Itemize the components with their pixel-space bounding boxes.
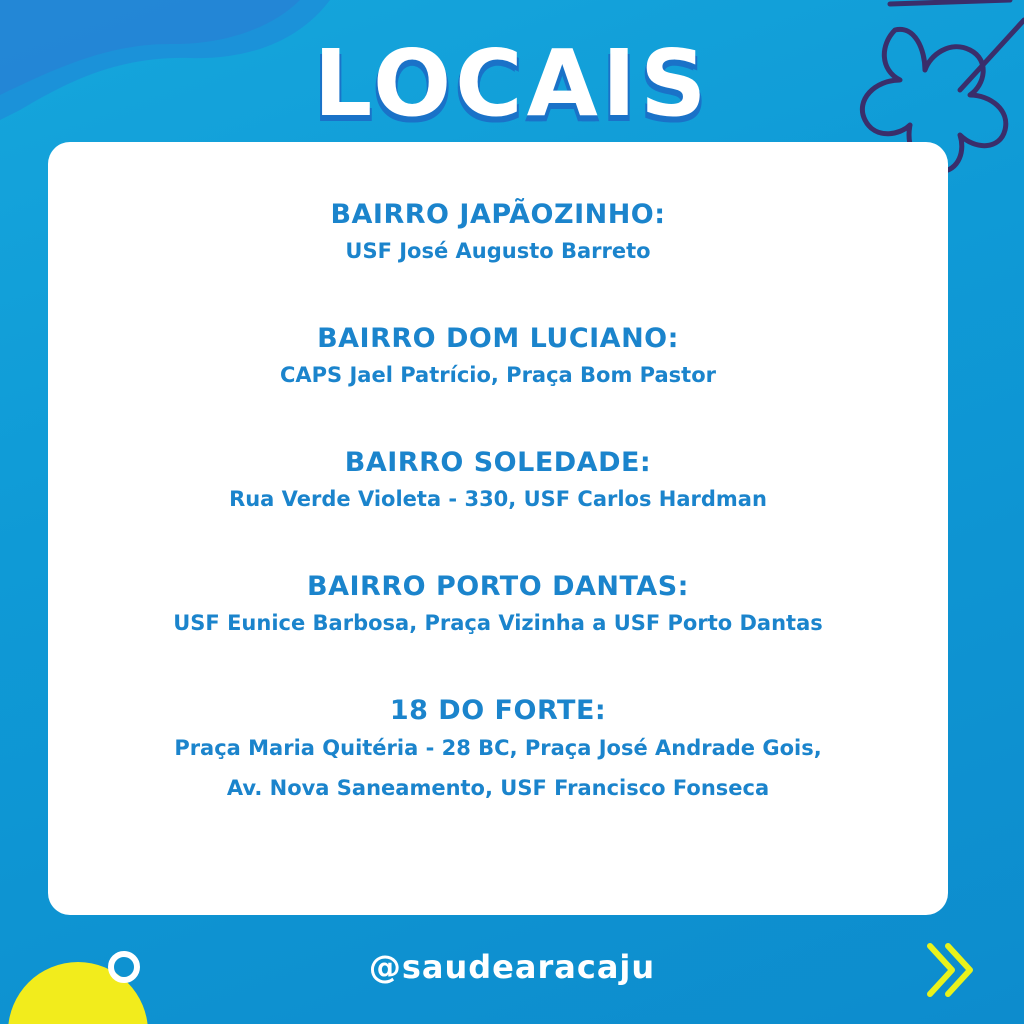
location-description: CAPS Jael Patrício, Praça Bom Pastor: [280, 363, 716, 387]
location-heading: BAIRRO SOLEDADE:: [344, 447, 652, 478]
location-description: Av. Nova Saneamento, USF Francisco Fonseca: [226, 776, 770, 800]
page-title: LOCAIS: [313, 30, 711, 137]
location-item: [48, 322, 948, 394]
location-item: [48, 570, 948, 642]
location-description: Rua Verde Violeta - 330, USF Carlos Hardman: [229, 487, 767, 511]
location-heading: BAIRRO PORTO DANTAS:: [307, 571, 689, 602]
locations-list: [48, 198, 948, 860]
locations-card: [48, 142, 948, 915]
location-item: [48, 694, 948, 808]
location-description: USF José Augusto Barreto: [345, 239, 651, 263]
double-chevron-right-icon: [922, 940, 982, 1004]
social-handle: @saudearacaju: [368, 948, 656, 986]
location-heading: 18 DO FORTE:: [389, 695, 607, 726]
location-description: Praça Maria Quitéria - 28 BC, Praça José Andrade Gois,: [174, 736, 822, 760]
location-item: [48, 198, 948, 270]
location-heading: BAIRRO DOM LUCIANO:: [317, 323, 679, 354]
location-description: USF Eunice Barbosa, Praça Vizinha a USF Porto Dantas: [173, 611, 823, 635]
location-heading: BAIRRO JAPÃOZINHO:: [330, 199, 666, 230]
location-item: [48, 446, 948, 518]
